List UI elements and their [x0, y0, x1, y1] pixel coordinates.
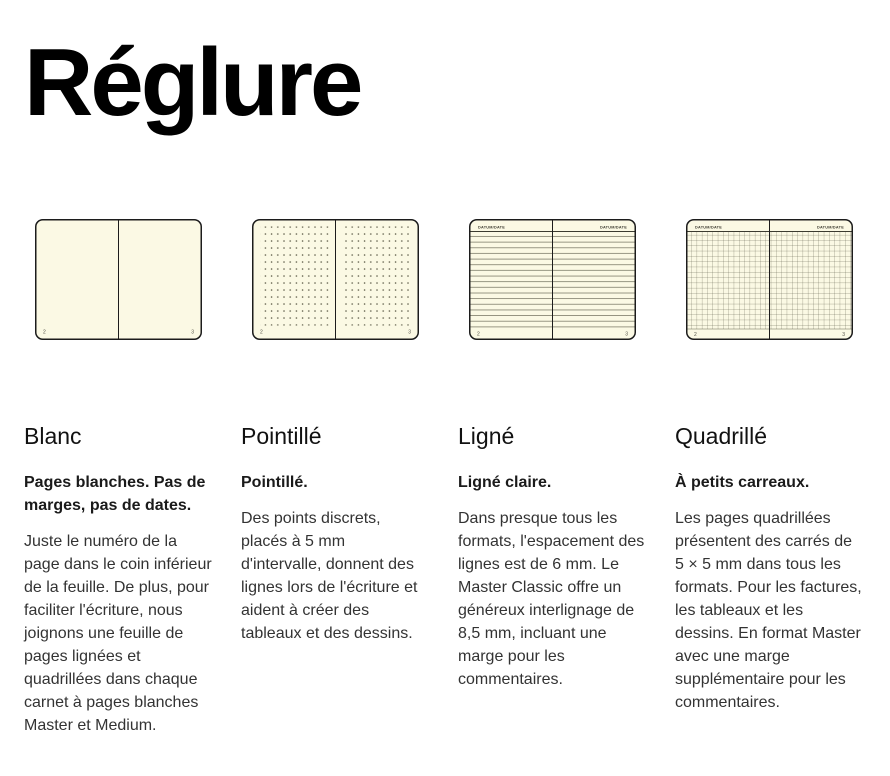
ruling-columns: [24, 219, 864, 738]
column-body-quadrille: Les pages quadrillées présentent des carrés de 5 × 5 mm dans tous les formats. Pour les factures, les tableaux et les dessins. En format Master avec une marge supplémentaire pour les commentaires.: [675, 510, 862, 712]
column-subtitle-quadrille: À petits carreaux.: [675, 474, 810, 492]
datum-date-label-left: DATUM/DATE: [477, 225, 505, 230]
column-title-ligne: Ligné: [458, 422, 515, 449]
page-number-right: 3: [841, 331, 845, 338]
column-ligne: [458, 219, 646, 738]
column-body-blanc: Juste le numéro de la page dans le coin inférieur de la feuille. De plus, pour faciliter l'écriture, nous joignons une feuille de pages lignées et quadrillées dans chaque carnet à pages blanches Master et Medium.: [24, 533, 212, 735]
column-title-pointille: Pointillé: [241, 422, 322, 449]
notebook-grid-illustration: [686, 219, 853, 340]
column-body-ligne: Dans presque tous les formats, l'espacement des lignes est de 6 mm. Le Master Classic offre un généreux interlignage de 8,5 mm, incluant une marge pour les commentaires.: [458, 510, 645, 689]
page-number-right: 3: [190, 329, 194, 336]
column-title-blanc: Blanc: [24, 422, 82, 449]
notebook-grid-image: [686, 219, 853, 340]
page-number-left: 2: [476, 331, 480, 338]
page-number-left: 2: [259, 329, 263, 336]
notebook-dotted-image: [252, 219, 419, 340]
column-blanc: [24, 219, 212, 738]
column-pointille: [241, 219, 429, 738]
datum-date-label-right: DATUM/DATE: [599, 225, 627, 230]
column-subtitle-ligne: Ligné claire.: [458, 474, 552, 492]
column-body-pointille: Des points discrets, placés à 5 mm d'intervalle, donnent des lignes lors de l'écriture et aident à créer des tableaux et des dessins.: [241, 510, 418, 643]
page-number-right: 3: [407, 329, 411, 336]
page-number-left: 2: [693, 331, 697, 338]
notebook-blank-image: [35, 219, 202, 340]
column-subtitle-pointille: Pointillé.: [241, 474, 308, 492]
notebook-blank-illustration: [35, 219, 202, 340]
page-number-left: 2: [42, 329, 46, 336]
notebook-lined-illustration: [469, 219, 636, 340]
datum-date-label-left: DATUM/DATE: [694, 225, 722, 230]
notebook-dotted-illustration: [252, 219, 419, 340]
page-number-right: 3: [624, 331, 628, 338]
page-title: Réglure: [24, 29, 361, 136]
column-quadrille: [675, 219, 863, 738]
column-subtitle-blanc: Pages blanches. Pas de marges, pas de dates.: [24, 474, 206, 515]
notebook-lined-image: [469, 219, 636, 340]
datum-date-label-right: DATUM/DATE: [816, 225, 844, 230]
column-title-quadrille: Quadrillé: [675, 422, 768, 449]
